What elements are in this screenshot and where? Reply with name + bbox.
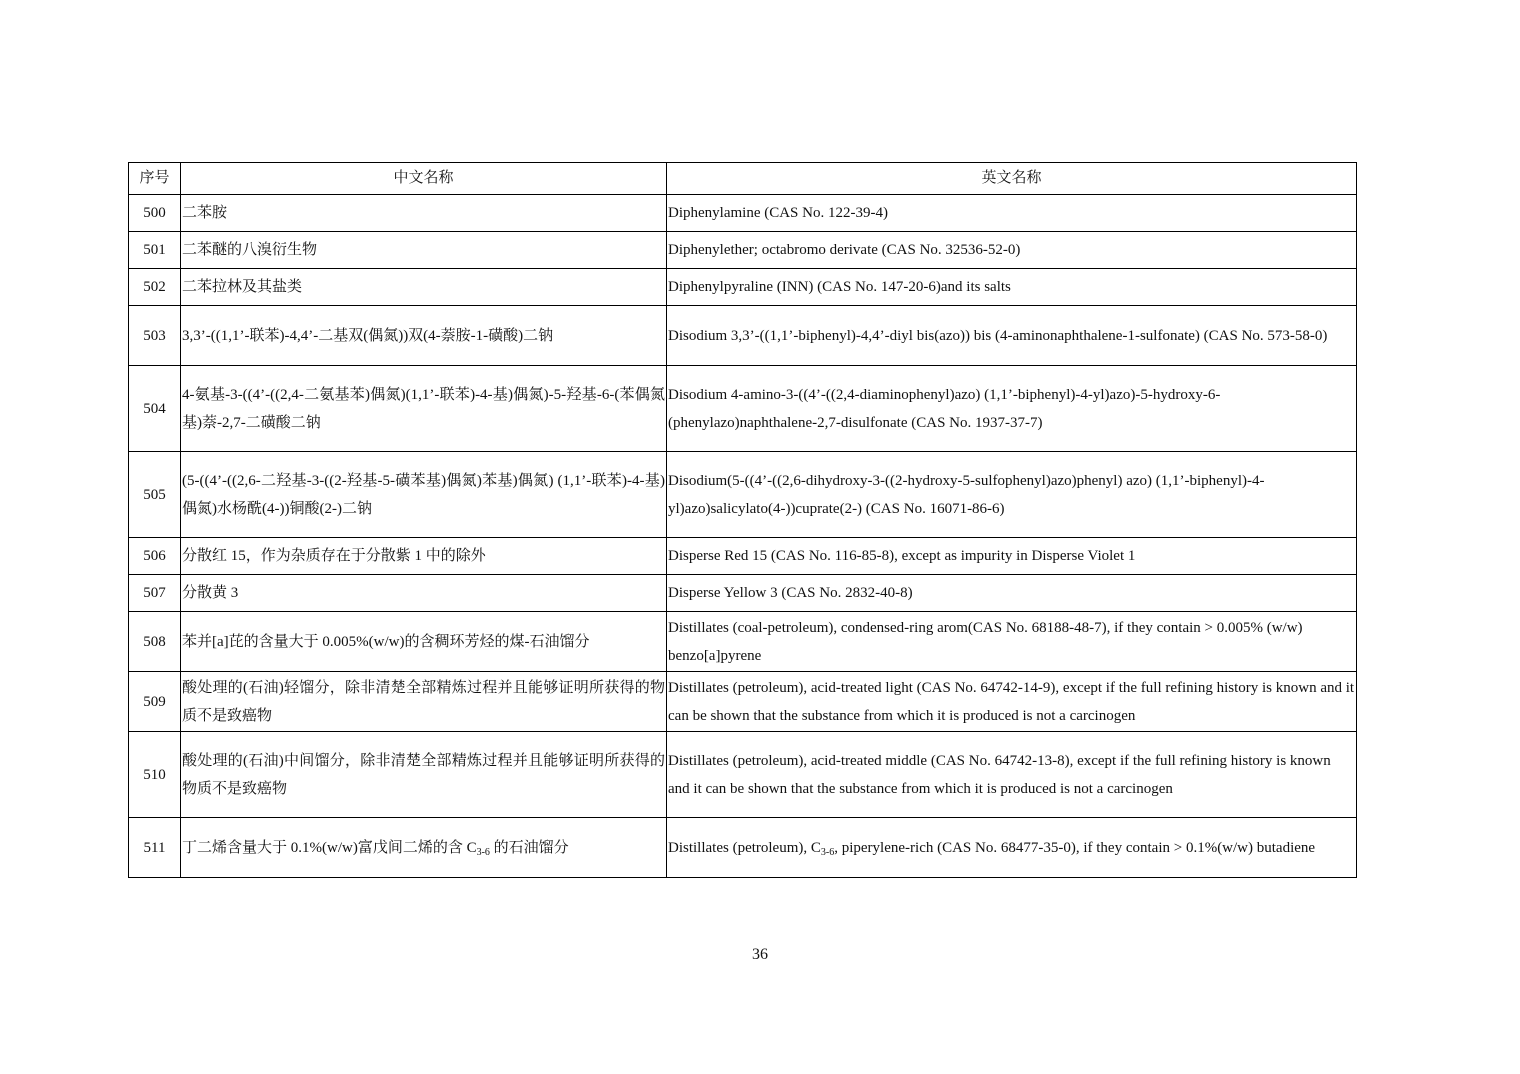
row-serial-number: 510 (129, 732, 181, 818)
row-english-name: Disodium(5-((4’-((2,6-dihydroxy-3-((2-hydroxy-5-sulfophenyl)azo)phenyl) azo) (1,1’-biphenyl)-4-yl)azo)salicylato(4-))cuprate(2-) (CAS No. 16071-86-6) (667, 452, 1357, 538)
table-row (129, 818, 1357, 878)
row-chinese-name: (5-((4’-((2,6-二羟基-3-((2-羟基-5-磺苯基)偶氮)苯基)偶氮) (1,1’-联苯)-4-基)偶氮)水杨酰(4-))铜酸(2-)二钠 (181, 452, 667, 538)
row-serial-number: 503 (129, 306, 181, 366)
header-serial-number: 序号 (129, 163, 181, 195)
en-text-before: Distillates (petroleum), C (668, 839, 821, 856)
table-row (129, 672, 1357, 732)
row-chinese-name: 4-氨基-3-((4’-((2,4-二氨基苯)偶氮)(1,1’-联苯)-4-基)偶氮)-5-羟基-6-(苯偶氮基)萘-2,7-二磺酸二钠 (181, 366, 667, 452)
table-row (129, 306, 1357, 366)
table-row (129, 732, 1357, 818)
row-english-name: Diphenylether; octabromo derivate (CAS No. 32536-52-0) (667, 232, 1357, 269)
row-chinese-name: 二苯胺 (181, 195, 667, 232)
row-serial-number: 506 (129, 538, 181, 575)
row-english-name: Distillates (petroleum), acid-treated middle (CAS No. 64742-13-8), except if the full refining history is known and it can be shown that the substance from which it is produced is not a carcinogen (667, 732, 1357, 818)
row-chinese-name: 二苯拉林及其盐类 (181, 269, 667, 306)
en-subscript: 3-6 (820, 846, 835, 858)
row-english-name: Distillates (petroleum), acid-treated light (CAS No. 64742-14-9), except if the full refining history is known and it can be shown that the substance from which it is produced is not a carcinogen (667, 672, 1357, 732)
substance-table (128, 162, 1357, 878)
row-english-name: Diphenylamine (CAS No. 122-39-4) (667, 195, 1357, 232)
row-serial-number: 508 (129, 612, 181, 672)
row-english-name: Distillates (coal-petroleum), condensed-ring arom(CAS No. 68188-48-7), if they contain > 0.005% (w/w) benzo[a]pyrene (667, 612, 1357, 672)
row-serial-number: 501 (129, 232, 181, 269)
en-text-after: , piperylene-rich (CAS No. 68477-35-0), if they contain > 0.1%(w/w) butadiene (834, 839, 1316, 856)
row-serial-number: 507 (129, 575, 181, 612)
row-chinese-name: 苯并[a]芘的含量大于 0.005%(w/w)的含稠环芳烃的煤-石油馏分 (181, 612, 667, 672)
table-row (129, 195, 1357, 232)
row-chinese-name: 分散黄 3 (181, 575, 667, 612)
cn-text-before: 丁二烯含量大于 0.1%(w/w)富戊间二烯的含 C (182, 839, 477, 856)
page-number: 36 (752, 946, 768, 963)
row-serial-number: 502 (129, 269, 181, 306)
row-chinese-name (181, 818, 667, 878)
row-chinese-name: 分散红 15，作为杂质存在于分散紫 1 中的除外 (181, 538, 667, 575)
row-chinese-name: 酸处理的(石油)轻馏分，除非清楚全部精炼过程并且能够证明所获得的物质不是致癌物 (181, 672, 667, 732)
row-serial-number: 511 (129, 818, 181, 878)
row-english-name: Disodium 3,3’-((1,1’-biphenyl)-4,4’-diyl bis(azo)) bis (4-aminonaphthalene-1-sulfonate) (CAS No. 573-58-0) (667, 306, 1357, 366)
row-serial-number: 504 (129, 366, 181, 452)
table-row (129, 612, 1357, 672)
header-english-name: 英文名称 (667, 163, 1357, 195)
row-chinese-name: 3,3’-((1,1’-联苯)-4,4’-二基双(偶氮))双(4-萘胺-1-磺酸)二钠 (181, 306, 667, 366)
row-english-name (667, 818, 1357, 878)
table-row (129, 269, 1357, 306)
cn-subscript: 3-6 (476, 846, 490, 858)
row-english-name: Diphenylpyraline (INN) (CAS No. 147-20-6)and its salts (667, 269, 1357, 306)
row-serial-number: 505 (129, 452, 181, 538)
row-english-name: Disodium 4-amino-3-((4’-((2,4-diaminophenyl)azo) (1,1’-biphenyl)-4-yl)azo)-5-hydroxy-6-(phenylazo)naphthalene-2,7-disulfonate (CAS No. 1937-37-7) (667, 366, 1357, 452)
row-english-name: Disperse Yellow 3 (CAS No. 2832-40-8) (667, 575, 1357, 612)
table-row (129, 366, 1357, 452)
table-row (129, 452, 1357, 538)
table-header-row (129, 163, 1357, 195)
table-row (129, 232, 1357, 269)
header-chinese-name: 中文名称 (181, 163, 667, 195)
cn-text-after: 的石油馏分 (489, 839, 569, 856)
row-chinese-name: 酸处理的(石油)中间馏分，除非清楚全部精炼过程并且能够证明所获得的物质不是致癌物 (181, 732, 667, 818)
table-row (129, 575, 1357, 612)
table-row (129, 538, 1357, 575)
row-serial-number: 500 (129, 195, 181, 232)
row-chinese-name: 二苯醚的八溴衍生物 (181, 232, 667, 269)
row-english-name: Disperse Red 15 (CAS No. 116-85-8), except as impurity in Disperse Violet 1 (667, 538, 1357, 575)
row-serial-number: 509 (129, 672, 181, 732)
